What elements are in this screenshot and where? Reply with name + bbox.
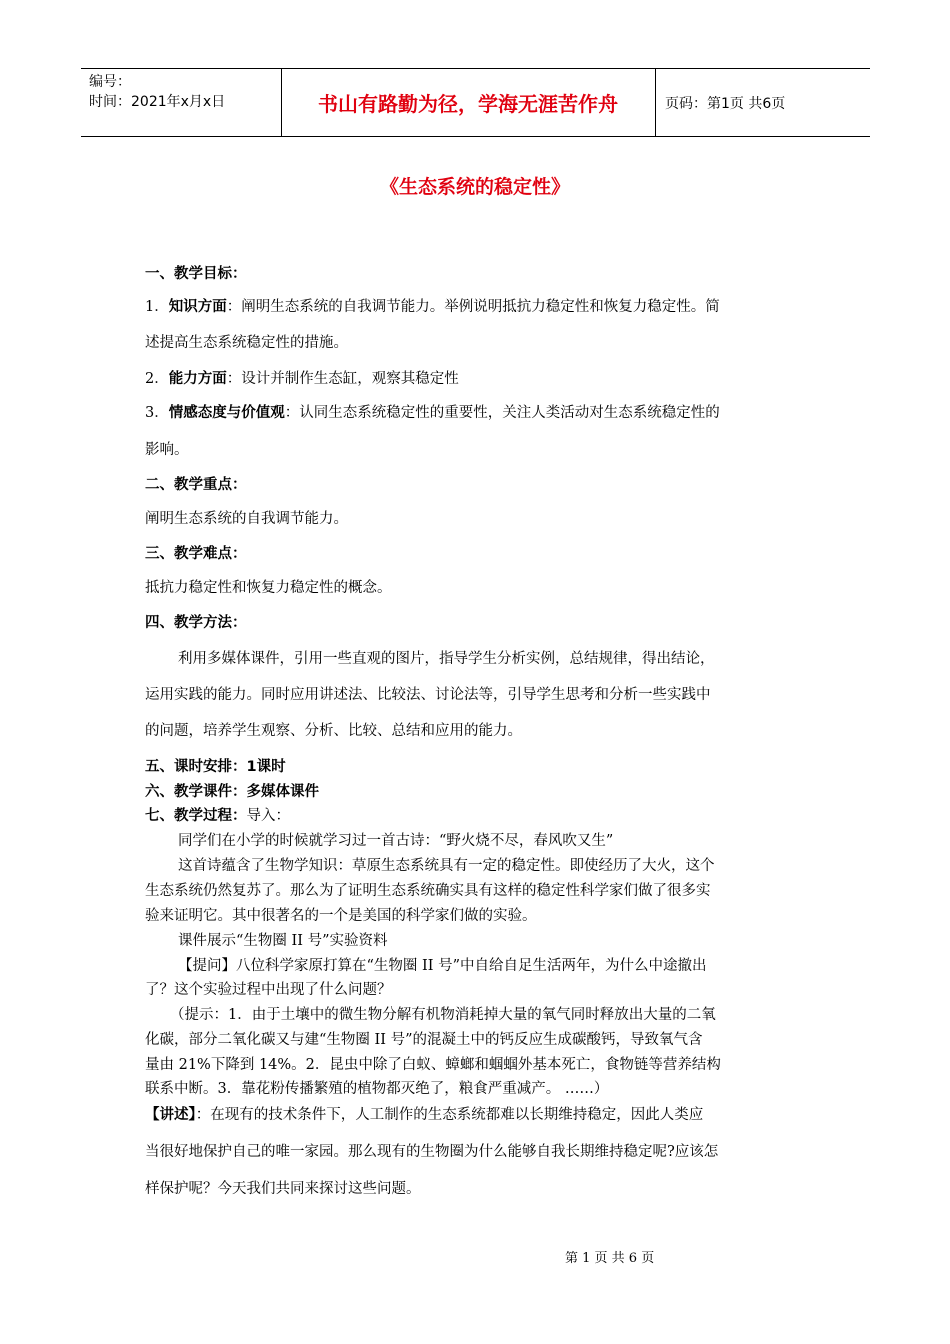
document-time: 时间：2021年x月x日 [89, 94, 226, 110]
goal-attitude-cont: 影响。 [145, 442, 189, 458]
document-title: 《生态系统的稳定性》 [379, 176, 570, 198]
methods-paragraph-line: 运用实践的能力。同时应用讲述法、比较法、讨论法等，引导学生思考和分析一些实践中 [145, 687, 711, 703]
methods-paragraph-line: 的问题，培养学生观察、分析、比较、总结和应用的能力。 [145, 723, 522, 739]
hint-paragraph-line: 化碳，部分二氧化碳又与建“生物圈 II 号”的混凝土中的钙反应生成碳酸钙，导致氧气含 [145, 1032, 703, 1048]
section-heading-process: 七、教学过程： [145, 808, 247, 824]
methods-paragraph-line: 利用多媒体课件，引用一些直观的图片，指导学生分析实例，总结规律，得出结论， [178, 651, 715, 667]
hint-paragraph-line: （提示：1．由于土壤中的微生物分解有机物消耗掉大量的氧气同时释放出大量的二氧 [170, 1007, 716, 1023]
goal-label: 情感态度与价值观 [168, 405, 285, 421]
question-paragraph-line: 了？这个实验过程中出现了什么问题？ [145, 982, 392, 998]
section-heading-goals: 一、教学目标： [145, 266, 247, 282]
header-motto: 书山有路勤为径，学海无涯苦作舟 [318, 92, 618, 116]
goal-attitude [145, 401, 720, 422]
document-number-label: 编号： [89, 74, 131, 90]
goal-knowledge [145, 295, 720, 316]
goal-number: 3． [145, 405, 169, 421]
key-points-text: 阐明生态系统的自我调节能力。 [145, 511, 348, 527]
hint-paragraph-line: 量由 21%下降到 14%。2．昆虫中除了白蚁、蟑螂和蝈蝈外基本死亡，食物链等营养结构 [145, 1057, 721, 1073]
goal-text: ：阐明生态系统的自我调节能力。举例说明抵抗力稳定性和恢复力稳定性。简 [226, 299, 720, 315]
goal-label: 能力方面 [168, 371, 227, 387]
section-process [145, 804, 290, 825]
goal-ability [145, 367, 459, 388]
process-paragraph-line: 验来证明它。其中很著名的一个是美国的科学家们做的实验。 [145, 908, 537, 924]
hint-paragraph-line: 联系中断。3．靠花粉传播繁殖的植物都灭绝了，粮食严重减产。 ……） [145, 1081, 609, 1097]
lecture-paragraph-line [145, 1103, 703, 1124]
lecture-text: ：在现有的技术条件下，人工制作的生态系统都难以长期维持稳定，因此人类应 [195, 1107, 704, 1123]
difficulties-text: 抵抗力稳定性和恢复力稳定性的概念。 [145, 580, 392, 596]
section-heading-key-points: 二、教学重点： [145, 477, 247, 493]
goal-number: 1． [145, 299, 169, 315]
process-paragraph-line: 同学们在小学的时候就学习过一首古诗：“野火烧不尽，春风吹又生” [178, 833, 614, 849]
question-paragraph-line: 【提问】八位科学家原打算在“生物圈 II 号”中自给自足生活两年，为什么中途撤出 [178, 958, 707, 974]
process-paragraph-line: 生态系统仍然复苏了。那么为了证明生态系统确实具有这样的稳定性科学家们做了很多实 [145, 883, 711, 899]
process-paragraph-line: 课件展示“生物圈 II 号”实验资料 [178, 933, 388, 949]
page-footer: 第 1 页 共 6 页 [565, 1251, 655, 1266]
header-page-info: 页码：第1页 共6页 [665, 95, 786, 112]
lecture-label: 【讲述】 [145, 1107, 196, 1123]
process-intro-label: 导入： [246, 808, 290, 824]
goal-text: ：设计并制作生态缸，观察其稳定性 [226, 371, 459, 387]
section-heading-methods: 四、教学方法： [145, 615, 247, 631]
page-header [81, 68, 870, 137]
lecture-paragraph-line: 当很好地保护自己的唯一家园。那么现有的生物圈为什么能够自我长期维持稳定呢?应该怎 [145, 1144, 719, 1160]
goal-number: 2． [145, 371, 169, 387]
section-schedule: 五、课时安排：1课时 [145, 759, 286, 775]
goal-text: ：认同生态系统稳定性的重要性，关注人类活动对生态系统稳定性的 [284, 405, 720, 421]
section-heading-difficulties: 三、教学难点： [145, 546, 247, 562]
section-courseware: 六、教学课件：多媒体课件 [145, 784, 319, 800]
lecture-paragraph-line: 样保护呢？今天我们共同来探讨这些问题。 [145, 1181, 421, 1197]
goal-knowledge-cont: 述提高生态系统稳定性的措施。 [145, 335, 348, 351]
process-paragraph-line: 这首诗蕴含了生物学知识：草原生态系统具有一定的稳定性。即使经历了大火，这个 [178, 858, 715, 874]
header-divider [655, 69, 656, 136]
goal-label: 知识方面 [168, 299, 227, 315]
header-meta [89, 72, 225, 112]
